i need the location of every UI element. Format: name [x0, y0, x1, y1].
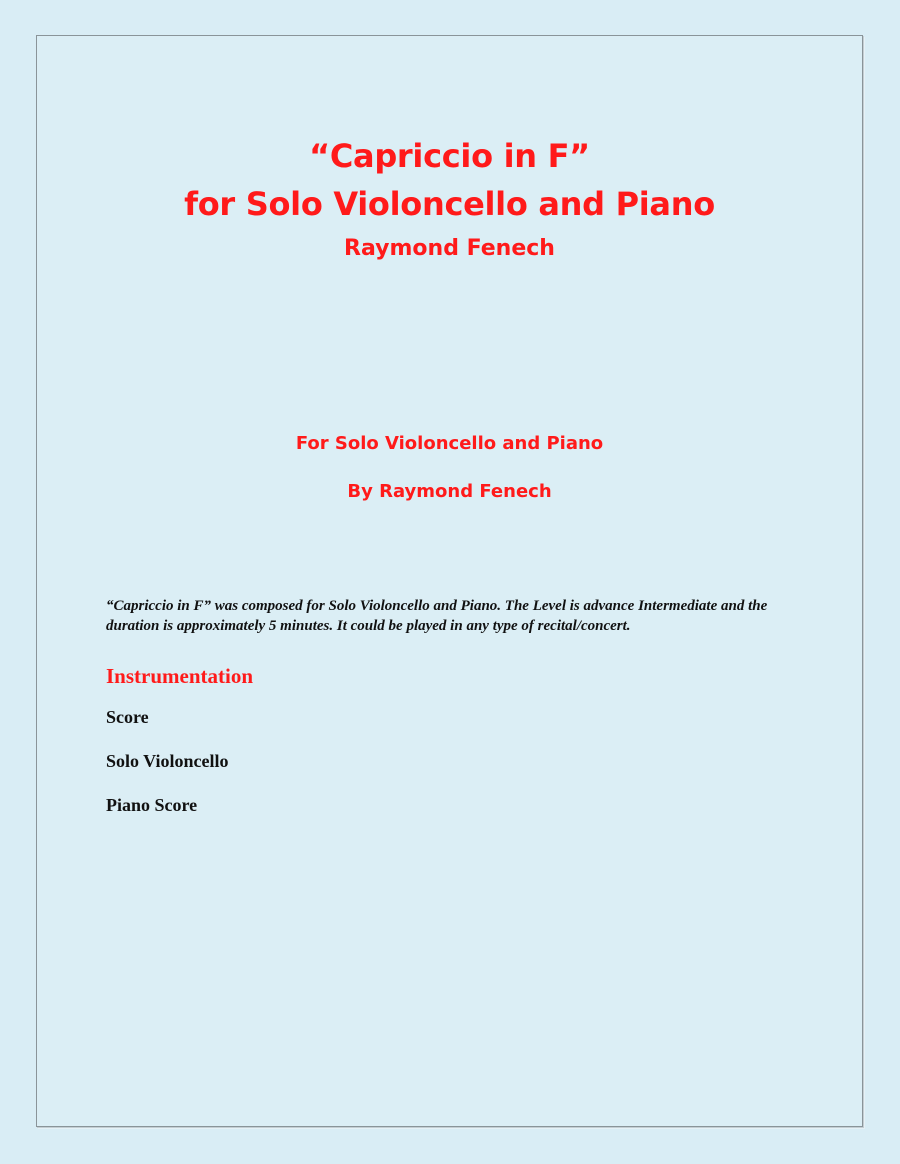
title-line-1: “Capriccio in F”: [309, 137, 590, 175]
title-block: [37, 132, 862, 266]
instrumentation-list: [106, 706, 253, 816]
subtitle-instrumentation: For Solo Violoncello and Piano: [295, 433, 604, 454]
instrumentation-item: Piano Score: [106, 795, 198, 815]
title-line-2: for Solo Violoncello and Piano: [184, 185, 715, 223]
subtitle-author: By Raymond Fenech: [347, 481, 552, 502]
instrumentation-heading: Instrumentation: [106, 664, 254, 688]
subtitle-block: [37, 432, 862, 504]
title-author: Raymond Fenech: [344, 236, 555, 261]
instrumentation-section: [106, 663, 253, 838]
description-paragraph: “Capriccio in F” was composed for Solo Violoncello and Piano. The Level is advance Intermediate and the duration is approximately 5 minutes. It could be played in any type of recital/concert.: [106, 598, 768, 634]
instrumentation-item: Solo Violoncello: [106, 751, 229, 771]
page-frame: [36, 35, 863, 1127]
instrumentation-item: Score: [106, 707, 149, 727]
